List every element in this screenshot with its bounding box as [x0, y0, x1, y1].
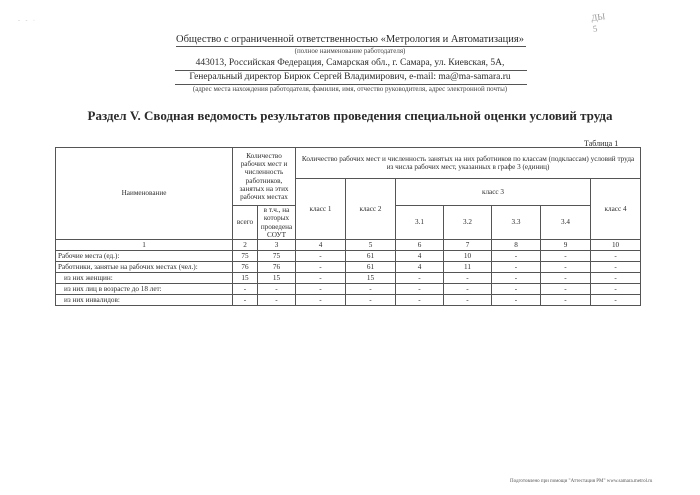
header-class1: класс 1 — [296, 179, 346, 240]
table-row — [56, 273, 641, 284]
column-number: 9 — [541, 240, 591, 251]
table-cell: - — [492, 251, 541, 262]
divider — [175, 70, 527, 71]
table-cell: 61 — [346, 251, 396, 262]
table-cell: 76 — [258, 262, 296, 273]
table-cell: - — [233, 295, 258, 306]
org-caption: (полное наименование работодателя) — [294, 47, 406, 55]
table-cell: 76 — [233, 262, 258, 273]
handwritten-note-line: 5 — [592, 23, 598, 34]
column-number: 6 — [396, 240, 444, 251]
table-cell: - — [444, 284, 492, 295]
table-row — [56, 262, 641, 273]
row-label: из них лиц в возрасте до 18 лет: — [56, 284, 233, 295]
header-total: всего — [233, 206, 258, 240]
table-cell: - — [233, 284, 258, 295]
column-number: 2 — [233, 240, 258, 251]
scan-scribble: - - · — [18, 18, 37, 24]
column-number: 7 — [444, 240, 492, 251]
table-cell: - — [492, 262, 541, 273]
table-cell: 61 — [346, 262, 396, 273]
summary-table — [55, 147, 641, 306]
org-address: 443013, Российская Федерация, Самарская обл., г. Самара, ул. Киевская, 5А, — [195, 58, 505, 68]
header-sout: в т.ч., на которых проведена СОУТ — [258, 206, 296, 240]
org-name: Общество с ограниченной ответственностью «Метрология и Автоматизация» — [175, 34, 525, 45]
table-cell: - — [296, 284, 346, 295]
table-cell: 4 — [396, 251, 444, 262]
table-row — [56, 295, 641, 306]
row-label: Работники, занятые на рабочих местах (чел.): — [56, 262, 233, 273]
table-cell: - — [541, 284, 591, 295]
section-title: Раздел V. Сводная ведомость результатов проведения специальной оценки условий труда — [87, 108, 613, 123]
header-subclass: 3.1 — [396, 206, 444, 240]
header-subclass: 3.3 — [492, 206, 541, 240]
table-cell: - — [396, 284, 444, 295]
header-subclass: 3.2 — [444, 206, 492, 240]
table-cell: - — [258, 284, 296, 295]
table-row — [56, 284, 641, 295]
table-cell: - — [591, 273, 641, 284]
table-cell: - — [346, 295, 396, 306]
table-cell: - — [296, 295, 346, 306]
table-row — [56, 251, 641, 262]
table-cell: - — [591, 251, 641, 262]
org-director: Генеральный директор Бирюк Сергей Владимирович, e-mail: ma@ma-samara.ru — [189, 72, 511, 82]
table-cell: 15 — [233, 273, 258, 284]
table-cell: - — [492, 273, 541, 284]
table-cell: - — [541, 251, 591, 262]
table-cell: - — [346, 284, 396, 295]
table-cell: - — [541, 295, 591, 306]
table-cell: - — [492, 284, 541, 295]
header-class4: класс 4 — [591, 179, 641, 240]
table-cell: - — [396, 295, 444, 306]
footer-note: Подготовлено при помощи "Аттестация РМ" www.samara.metrol.ru — [510, 479, 653, 484]
column-number: 1 — [56, 240, 233, 251]
header-class3: класс 3 — [396, 179, 591, 206]
table-cell: - — [541, 262, 591, 273]
table-cell: - — [296, 262, 346, 273]
handwritten-note-line: ДЫ — [590, 11, 606, 23]
table-cell: 10 — [444, 251, 492, 262]
table-cell: - — [396, 273, 444, 284]
table-label: Таблица 1 — [584, 139, 619, 148]
table-cell: - — [591, 295, 641, 306]
column-number: 5 — [346, 240, 396, 251]
table-cell: - — [591, 262, 641, 273]
table-cell: 15 — [258, 273, 296, 284]
column-numbers-row — [56, 240, 641, 251]
table-cell: 75 — [233, 251, 258, 262]
handwritten-note — [591, 11, 608, 34]
table-cell: 4 — [396, 262, 444, 273]
header-subclass: 3.4 — [541, 206, 591, 240]
header-name: Наименование — [56, 148, 233, 240]
header-class2: класс 2 — [346, 179, 396, 240]
table-cell: - — [258, 295, 296, 306]
column-number: 8 — [492, 240, 541, 251]
header-workplaces: Количество рабочих мест и численность работников, занятых на этих рабочих местах — [233, 148, 296, 206]
table-cell: - — [541, 273, 591, 284]
table-cell: - — [444, 295, 492, 306]
row-label: из них инвалидов: — [56, 295, 233, 306]
row-label: Рабочие места (ед.): — [56, 251, 233, 262]
column-number: 4 — [296, 240, 346, 251]
table-cell: - — [492, 295, 541, 306]
table-cell: 15 — [346, 273, 396, 284]
table-cell: 75 — [258, 251, 296, 262]
row-label: из них женщин: — [56, 273, 233, 284]
column-number: 3 — [258, 240, 296, 251]
header-classes: Количество рабочих мест и численность занятых на них работников по классам (подклассам) условий труда из числа рабочих мест, указанных в графе 3 (единиц) — [296, 148, 641, 179]
table-cell: - — [591, 284, 641, 295]
table-cell: 11 — [444, 262, 492, 273]
column-number: 10 — [591, 240, 641, 251]
table-cell: - — [296, 251, 346, 262]
address-caption: (адрес места нахождения работодателя, фамилия, имя, отчество руководителя, адрес электронной почты) — [192, 85, 508, 93]
table-cell: - — [296, 273, 346, 284]
table-cell: - — [444, 273, 492, 284]
